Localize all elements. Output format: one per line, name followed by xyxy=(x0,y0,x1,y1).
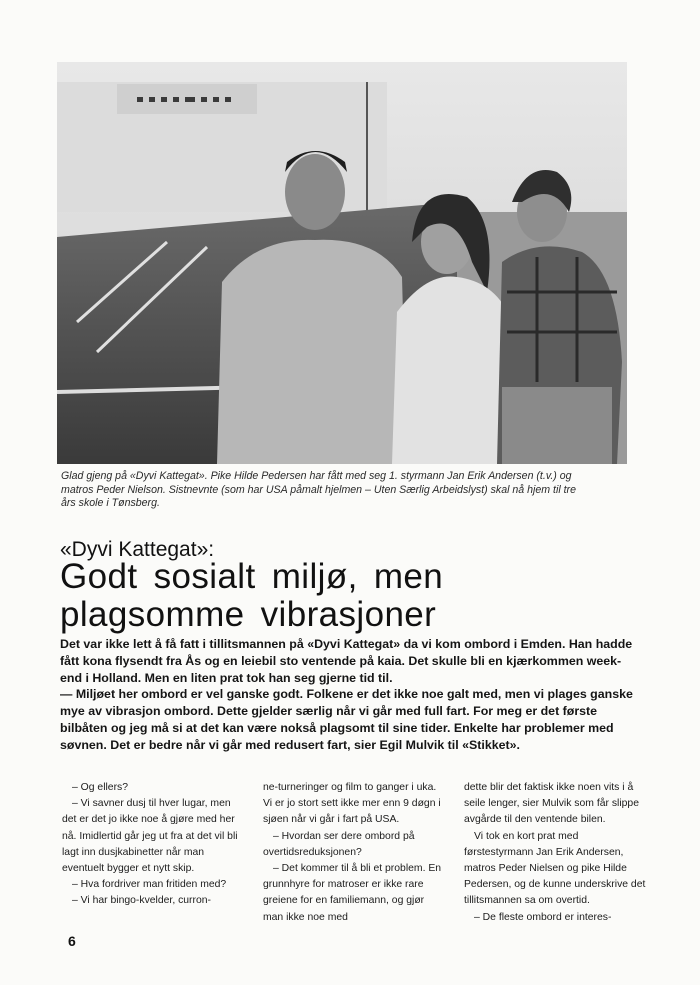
caption-line: matros Peder Nielson. Sistnevnte (som har USA påmalt hjelmen – Uten Særlig Arbeidslyst) skal nå hjem til tre xyxy=(61,483,576,496)
headline-line: Godt sosialt miljø, men xyxy=(60,557,444,596)
article-body xyxy=(62,780,648,926)
photo-caption xyxy=(61,470,641,511)
caption-line: års skole i Tønsberg. xyxy=(61,497,160,509)
body-paragraph: dette blir det faktisk ikke noen vits i å seile lenger, sier Mulvik som får slippe avgårde til den ventende bilen. xyxy=(464,782,639,826)
page-number: 6 xyxy=(68,933,76,949)
body-paragraph: – Hva fordriver man fritiden med? xyxy=(72,879,227,891)
article-kicker: «Dyvi Kattegat»: xyxy=(60,538,215,561)
headline-line: plagsomme vibrasjoner xyxy=(60,595,437,634)
article-lead xyxy=(60,636,640,754)
caption-line: Glad gjeng på «Dyvi Kattegat». Pike Hilde Pedersen har fått med seg 1. styrmann Jan Erik Andersen (t.v.) og xyxy=(61,470,572,482)
photo-icon xyxy=(57,62,627,464)
body-column-2 xyxy=(263,780,446,926)
body-paragraph: Vi tok en kort prat med førstestyrmann Jan Erik Andersen, matros Peder Nielsen og pike Hilde Pedersen, og de kunne underskrive det tillitsmannen sa om overtid. xyxy=(464,830,646,907)
lead-paragraph: — Miljøet her ombord er vel ganske godt. Folkene er det ikke noe galt med, men vi plages ganske mye av vibrasjon ombord. Dette gjelder særlig når vi går med full fart. For meg er det første bilbåten og jeg må si at det kan være nokså plagsomt til sine tider. Enkelte har problemer med søvnen. Det er bedre når vi går med redusert fart, sier Egil Mulvik til «Stikket». xyxy=(60,687,633,752)
body-paragraph: – Vi savner dusj til hver lugar, men det er det jo ikke noe å gjøre med her nå. Imidlertid går jeg ut fra at det vil bli lagt inn dusjkabinetter når man eventuelt bygger et nytt skip. xyxy=(62,798,238,875)
body-paragraph: – Og ellers? xyxy=(72,782,129,793)
body-paragraph: ne-turneringer og film to ganger i uka. Vi er jo stort sett ikke mer enn 9 døgn i sjøen når vi går i fart på USA. xyxy=(263,782,441,826)
body-paragraph: – Vi har bingo-kvelder, curron- xyxy=(72,895,211,907)
article-photo xyxy=(57,62,627,464)
body-paragraph: – Hvordan ser dere ombord på overtidsreduksjonen? xyxy=(263,830,415,858)
article-headline xyxy=(60,558,660,634)
body-paragraph: – Det kommer til å bli et problem. En grunnhyre for matroser er ikke rare greiene for en familiemann, og gjør man ikke noe med xyxy=(263,863,442,923)
body-column-3 xyxy=(464,780,647,926)
body-paragraph: – De fleste ombord er interes- xyxy=(474,911,612,923)
body-column-1 xyxy=(62,780,245,926)
lead-paragraph: Det var ikke lett å få fatt i tillitsmannen på «Dyvi Kattegat» da vi kom ombord i Emden. Han hadde fått kona flysendt fra Ås og en leiebil sto ventende på kaia. Det skulle bli en kjærkommen week-end i Holland. Men en liten prat tok han seg gjerne tid til. xyxy=(60,637,633,685)
